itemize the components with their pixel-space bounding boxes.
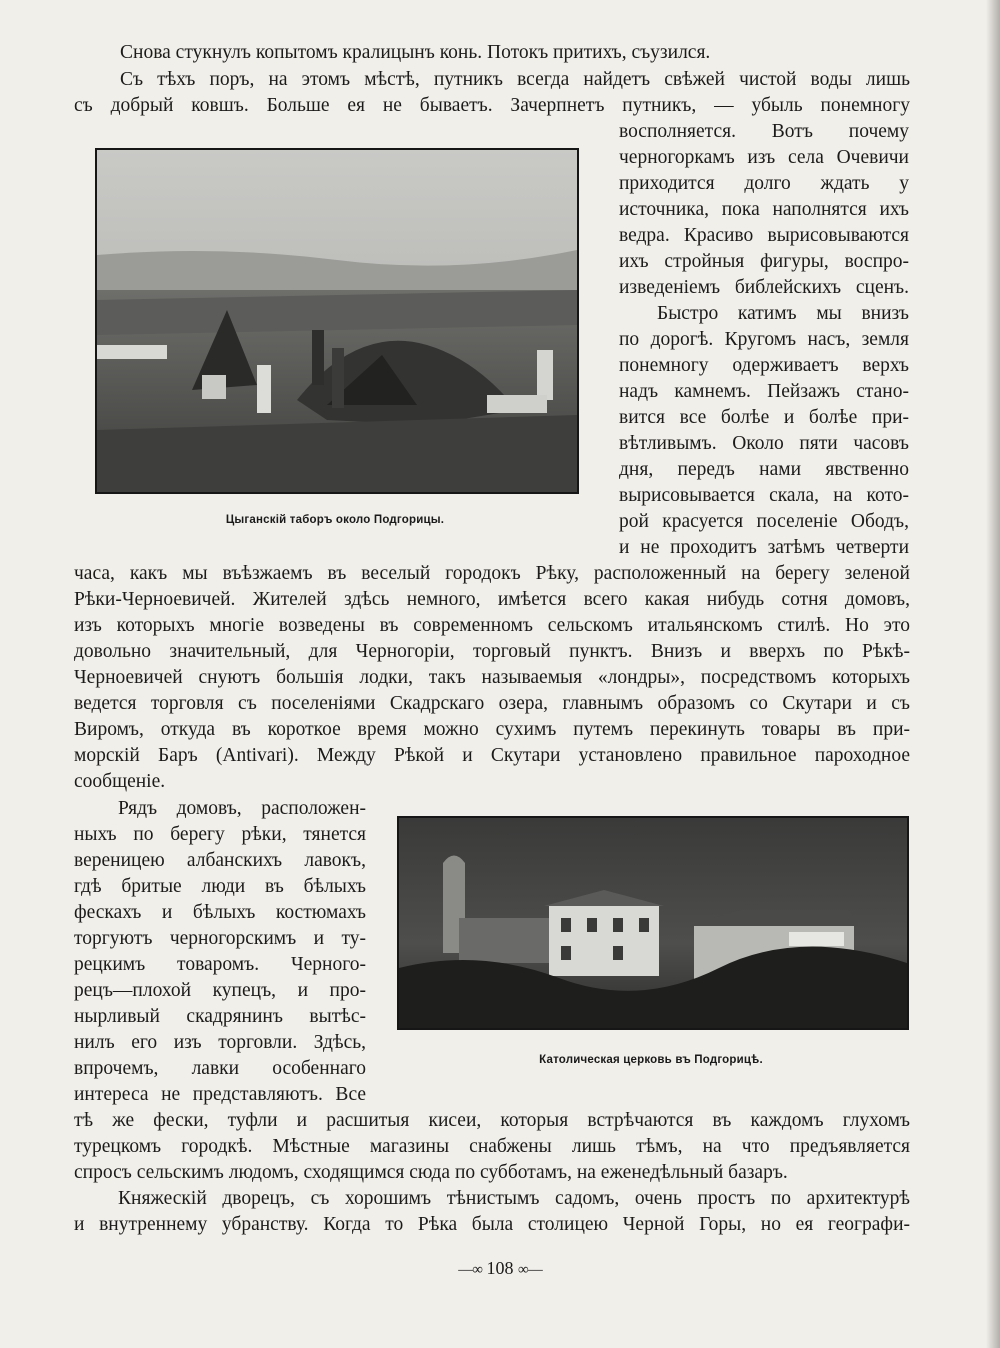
page-edge-shadow <box>986 0 1000 1348</box>
text-line: рецкимъ товаромъ. Черного- <box>74 954 366 975</box>
ornament-right: ∞— <box>518 1262 542 1278</box>
text-line: ныхъ по берегу рѣки, тянется <box>74 824 366 845</box>
text-line: вырисовывается скала, на кото- <box>619 485 909 506</box>
page-number-value: 108 <box>486 1258 514 1278</box>
text-line: ведра. Красиво вырисовываются <box>619 225 909 246</box>
text-line: дня, передъ нами явственно <box>619 459 909 480</box>
text-line: тѣ же фески, туфли и расшитыя кисеи, которыя встрѣчаются въ каждомъ глухомъ <box>74 1110 910 1131</box>
text-line: Княжескій дворецъ, съ хорошимъ тѣнистымъ садомъ, очень простъ по архитектурѣ <box>118 1188 910 1209</box>
text-line: сообщеніе. <box>74 771 166 792</box>
text-line: спросъ сельскимъ людомъ, сходящимся сюда по субботамъ, на еженедѣльный базаръ. <box>74 1162 788 1183</box>
text-line: и внутреннему убранству. Когда то Рѣка была столицею Черной Горы, но ея географи- <box>74 1214 910 1235</box>
text-line: изъ которыхъ многіе возведены въ современномъ сельскомъ итальянскомъ стилѣ. Но это <box>74 615 910 636</box>
text-line: довольно значительный, для Черногоріи, торговый пунктъ. Внизъ и вверхъ по Рѣкѣ- <box>74 641 910 662</box>
text-line: ихъ стройныя фигуры, воспро- <box>619 251 909 272</box>
text-line: рецъ—плохой купецъ, и про- <box>74 980 366 1001</box>
text-line: Съ тѣхъ поръ, на этомъ мѣстѣ, путникъ всегда найдетъ свѣжей чистой воды лишь <box>120 69 910 90</box>
text-line: Быстро катимъ мы внизъ <box>657 303 909 324</box>
text-line: вѣтливымъ. Около пяти часовъ <box>619 433 909 454</box>
text-line: восполняется. Вотъ почему <box>619 121 909 142</box>
text-line: нырливый скадрянинъ вытѣс- <box>74 1006 366 1027</box>
text-line: по дорогѣ. Кругомъ насъ, земля <box>619 329 909 350</box>
gypsy-camp-photo <box>95 148 579 494</box>
text-line: изведеніемъ библейскихъ сценъ. <box>619 277 909 298</box>
text-line: Рѣки-Черноевичей. Жителей здѣсь немного, имѣется всего какая нибудь сотня домовъ, <box>74 589 910 610</box>
text-line: Снова стукнулъ копытомъ кралицынъ конь. Потокъ притихъ, съузился. <box>120 42 711 63</box>
text-line: впрочемъ, лавки особеннаго <box>74 1058 366 1079</box>
catholic-church-caption: Католическая церковь въ Подгорицѣ. <box>539 1054 763 1066</box>
gypsy-camp-caption: Цыганскій таборъ около Подгорицы. <box>225 514 445 526</box>
text-line: часа, какъ мы въѣзжаемъ въ веселый городокъ Рѣку, расположенный на берегу зеленой <box>74 563 910 584</box>
text-line: ведется торговля съ поселеніями Скадрскаго озера, главнымъ образомъ со Скутари и съ <box>74 693 910 714</box>
text-line: черногоркамъ изъ села Очевичи <box>619 147 909 168</box>
text-line: надъ камнемъ. Пейзажъ стано- <box>619 381 909 402</box>
text-line: морскій Баръ (Antivari). Между Рѣкой и Скутари установлено правильное пароходное <box>74 745 910 766</box>
text-line: приходится долго ждать у <box>619 173 909 194</box>
text-line: рой красуется поселеніе Ободъ, <box>619 511 909 532</box>
text-line: торгуютъ черногорскимъ и ту- <box>74 928 366 949</box>
text-line: съ добрый ковшъ. Больше ея не бываетъ. Зачерпнетъ путникъ, — убыль понемногу <box>74 95 910 116</box>
text-line: понемногу одерживаетъ верхъ <box>619 355 909 376</box>
text-line: Виромъ, откуда въ короткое время можно сухимъ путемъ перекинуть товары въ при- <box>74 719 910 740</box>
text-line: турецкомъ городкѣ. Мѣстные магазины снабжены лишь тѣмъ, на что предъявляется <box>74 1136 910 1157</box>
text-line: вится все болѣе и болѣе при- <box>619 407 909 428</box>
text-line: нилъ его изъ торговли. Здѣсь, <box>74 1032 366 1053</box>
ornament-left: —∞ <box>458 1262 482 1278</box>
text-line: гдѣ бритые люди въ бѣлыхъ <box>74 876 366 897</box>
text-line: Рядъ домовъ, расположен- <box>118 798 366 819</box>
text-line: Черноевичей снуютъ большія лодки, такъ называемыя «лондры», посредствомъ которыхъ <box>74 667 910 688</box>
text-line: и не проходитъ затѣмъ четверти <box>619 537 909 558</box>
catholic-church-photo <box>397 816 909 1030</box>
text-line: вереницею албанскихъ лавокъ, <box>74 850 366 871</box>
text-line: источника, пока наполнятся ихъ <box>619 199 909 220</box>
text-line: интереса не представляютъ. Все <box>74 1084 366 1105</box>
text-line: фескахъ и бѣлыхъ костюмахъ <box>74 902 366 923</box>
page-number <box>400 1258 600 1279</box>
